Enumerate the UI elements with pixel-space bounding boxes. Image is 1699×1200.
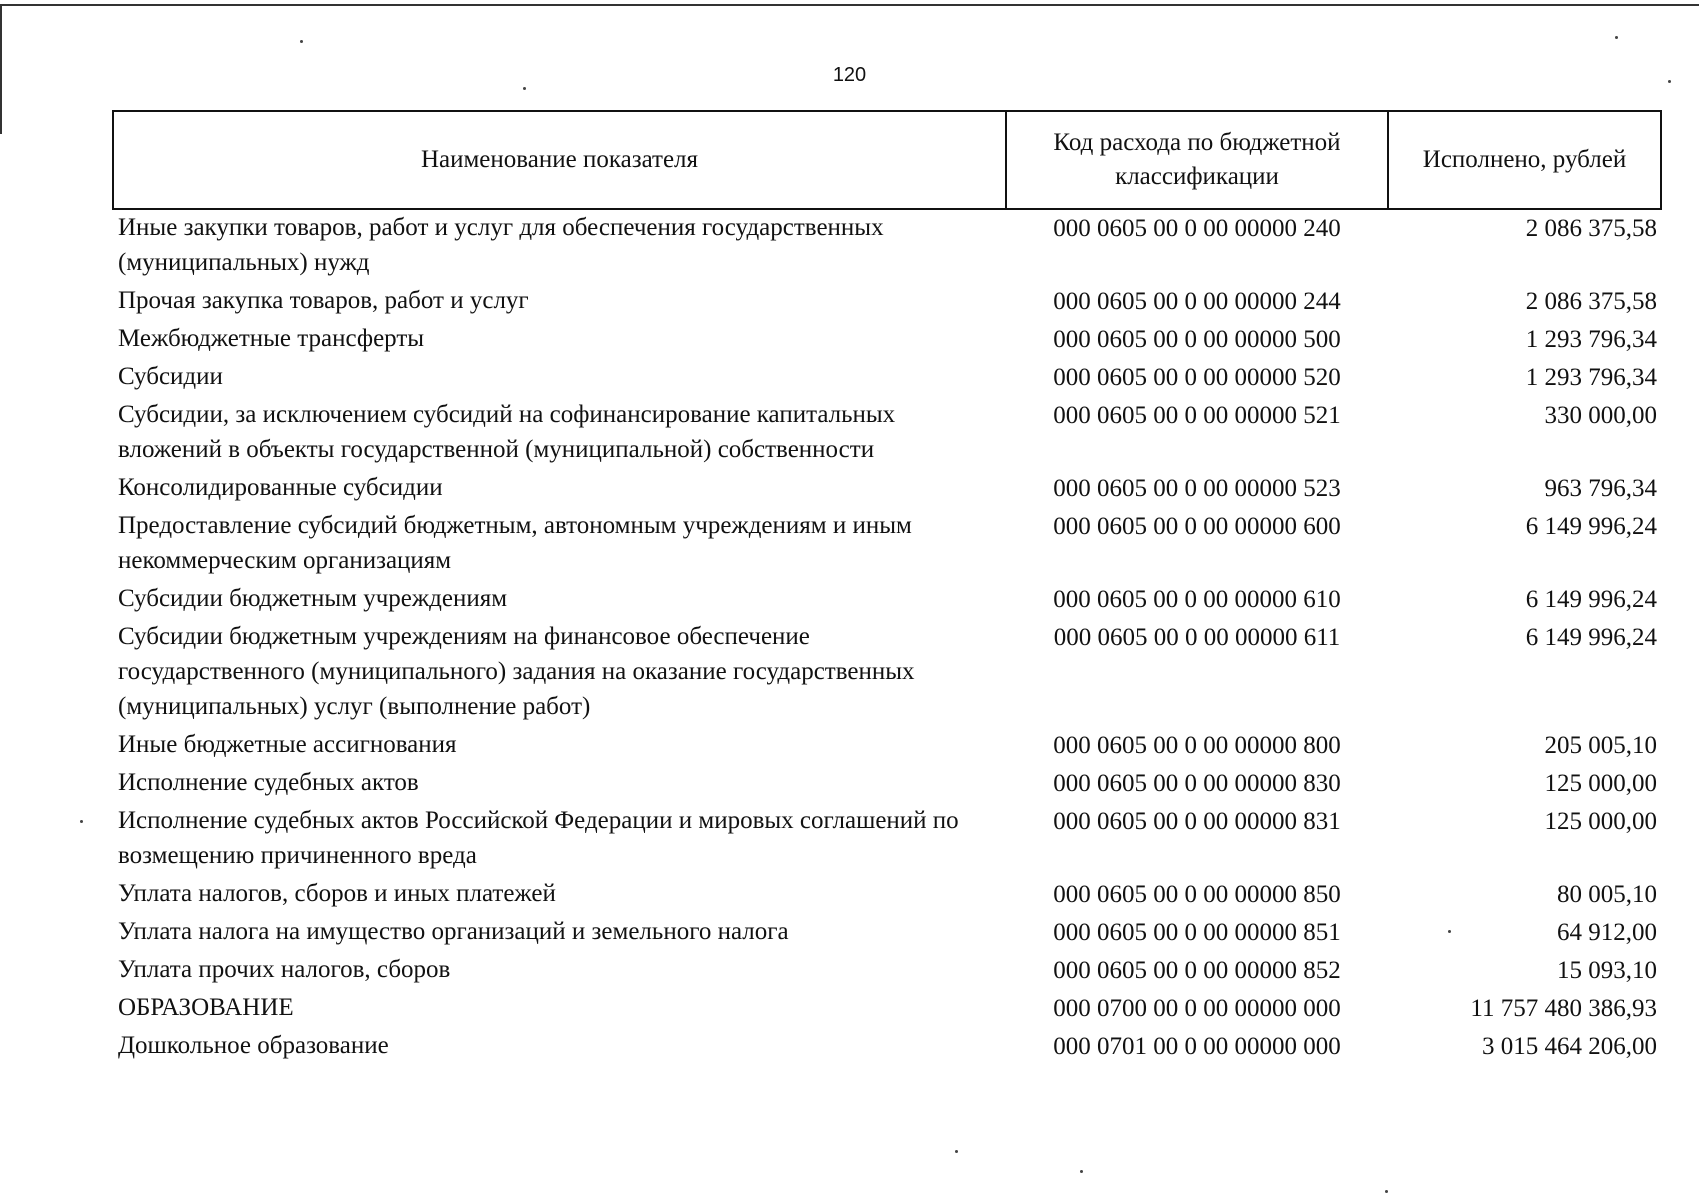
row-amount: 64 912,00 bbox=[1557, 919, 1657, 946]
table-row bbox=[113, 321, 1661, 359]
row-amount: 1 293 796,34 bbox=[1525, 326, 1657, 353]
row-code: 000 0605 00 0 00 00000 850 bbox=[1053, 881, 1341, 908]
scan-speck bbox=[1668, 80, 1671, 83]
row-name: Прочая закупка товаров, работ и услуг bbox=[118, 287, 529, 314]
row-name: Предоставление субсидий бюджетным, автономным учреждениям и иным некоммерческим организациям bbox=[118, 512, 912, 574]
table-row bbox=[113, 470, 1661, 508]
table-row bbox=[113, 990, 1661, 1028]
row-name: Исполнение судебных актов bbox=[118, 769, 419, 796]
row-code: 000 0605 00 0 00 00000 611 bbox=[1053, 624, 1341, 651]
row-amount: 6 149 996,24 bbox=[1525, 513, 1657, 540]
row-amount: 80 005,10 bbox=[1557, 881, 1657, 908]
table-body bbox=[113, 209, 1661, 1066]
row-code: 000 0605 00 0 00 00000 521 bbox=[1053, 402, 1341, 429]
header-amount: Исполнено, рублей bbox=[1388, 111, 1661, 209]
row-name: Уплата налога на имущество организаций и земельного налога bbox=[118, 918, 789, 945]
table-row bbox=[113, 876, 1661, 914]
scan-speck bbox=[300, 40, 303, 43]
row-code: 000 0701 00 0 00 00000 000 bbox=[1053, 1033, 1341, 1060]
table-row bbox=[113, 765, 1661, 803]
row-amount: 3 015 464 206,00 bbox=[1482, 1033, 1657, 1060]
scan-edge-top bbox=[0, 4, 1699, 6]
row-amount: 2 086 375,58 bbox=[1525, 288, 1657, 315]
scan-speck bbox=[1080, 1170, 1083, 1173]
table-row bbox=[113, 508, 1661, 581]
table-row bbox=[113, 914, 1661, 952]
table-header-row bbox=[113, 111, 1661, 209]
header-code: Код расхода по бюджетной классификации bbox=[1006, 111, 1388, 209]
row-name: Уплата прочих налогов, сборов bbox=[118, 956, 451, 983]
row-amount: 2 086 375,58 bbox=[1525, 215, 1657, 242]
scan-speck bbox=[1385, 1190, 1388, 1193]
row-code: 000 0605 00 0 00 00000 610 bbox=[1053, 586, 1341, 613]
row-name: Исполнение судебных актов Российской Федерации и мировых соглашений по возмещению причиненного вреда bbox=[118, 807, 959, 869]
row-code: 000 0605 00 0 00 00000 831 bbox=[1053, 808, 1341, 835]
row-code: 000 0605 00 0 00 00000 830 bbox=[1053, 770, 1341, 797]
header-name: Наименование показателя bbox=[113, 111, 1006, 209]
row-name: Субсидии bbox=[118, 363, 223, 390]
row-name: Иные закупки товаров, работ и услуг для обеспечения государственных (муниципальных) нужд bbox=[118, 214, 884, 276]
table-row bbox=[113, 283, 1661, 321]
table-row bbox=[113, 727, 1661, 765]
row-name: Субсидии, за исключением субсидий на софинансирование капитальных вложений в объекты государственной (муниципальной) собственности bbox=[118, 401, 896, 463]
table-header bbox=[113, 111, 1661, 209]
row-name: Уплата налогов, сборов и иных платежей bbox=[118, 880, 556, 907]
row-code: 000 0605 00 0 00 00000 523 bbox=[1053, 475, 1341, 502]
row-name: Иные бюджетные ассигнования bbox=[118, 731, 457, 758]
row-name: Межбюджетные трансферты bbox=[118, 325, 425, 352]
scan-speck bbox=[955, 1150, 958, 1153]
scan-speck bbox=[523, 87, 526, 90]
row-amount: 963 796,34 bbox=[1544, 475, 1657, 502]
row-amount: 15 093,10 bbox=[1557, 957, 1657, 984]
row-name: Консолидированные субсидии bbox=[118, 474, 443, 501]
row-code: 000 0605 00 0 00 00000 500 bbox=[1053, 326, 1341, 353]
row-amount: 1 293 796,34 bbox=[1525, 364, 1657, 391]
row-amount: 330 000,00 bbox=[1544, 402, 1657, 429]
row-code: 000 0605 00 0 00 00000 520 bbox=[1053, 364, 1341, 391]
scan-speck bbox=[80, 820, 83, 823]
row-code: 000 0700 00 0 00 00000 000 bbox=[1053, 995, 1341, 1022]
row-name: Субсидии бюджетным учреждениям на финансовое обеспечение государственного (муниципального) задания на оказание государственных (муниципальных) услуг (выполнение работ) bbox=[118, 623, 915, 720]
scan-speck bbox=[1615, 36, 1618, 39]
table-row bbox=[113, 397, 1661, 470]
row-code: 000 0605 00 0 00 00000 800 bbox=[1053, 732, 1341, 759]
row-amount: 11 757 480 386,93 bbox=[1470, 995, 1657, 1022]
page-number: 120 bbox=[832, 64, 867, 86]
row-code: 000 0605 00 0 00 00000 852 bbox=[1053, 957, 1341, 984]
row-amount: 125 000,00 bbox=[1544, 808, 1657, 835]
row-code: 000 0605 00 0 00 00000 851 bbox=[1053, 919, 1341, 946]
budget-execution-table bbox=[112, 110, 1662, 1066]
table-row bbox=[113, 1028, 1661, 1066]
row-code: 000 0605 00 0 00 00000 600 bbox=[1053, 513, 1341, 540]
row-amount: 125 000,00 bbox=[1544, 770, 1657, 797]
row-name: Субсидии бюджетным учреждениям bbox=[118, 585, 508, 612]
row-name: Дошкольное образование bbox=[118, 1032, 389, 1059]
table-row bbox=[113, 803, 1661, 876]
table-row bbox=[113, 952, 1661, 990]
row-code: 000 0605 00 0 00 00000 240 bbox=[1053, 215, 1341, 242]
row-amount: 6 149 996,24 bbox=[1525, 624, 1657, 651]
scan-speck bbox=[1448, 930, 1451, 933]
row-code: 000 0605 00 0 00 00000 244 bbox=[1053, 288, 1341, 315]
row-name: ОБРАЗОВАНИЕ bbox=[118, 994, 294, 1021]
table-row bbox=[113, 581, 1661, 619]
table-row bbox=[113, 209, 1661, 283]
row-amount: 205 005,10 bbox=[1544, 732, 1657, 759]
table-row bbox=[113, 619, 1661, 727]
table-row bbox=[113, 359, 1661, 397]
row-amount: 6 149 996,24 bbox=[1525, 586, 1657, 613]
